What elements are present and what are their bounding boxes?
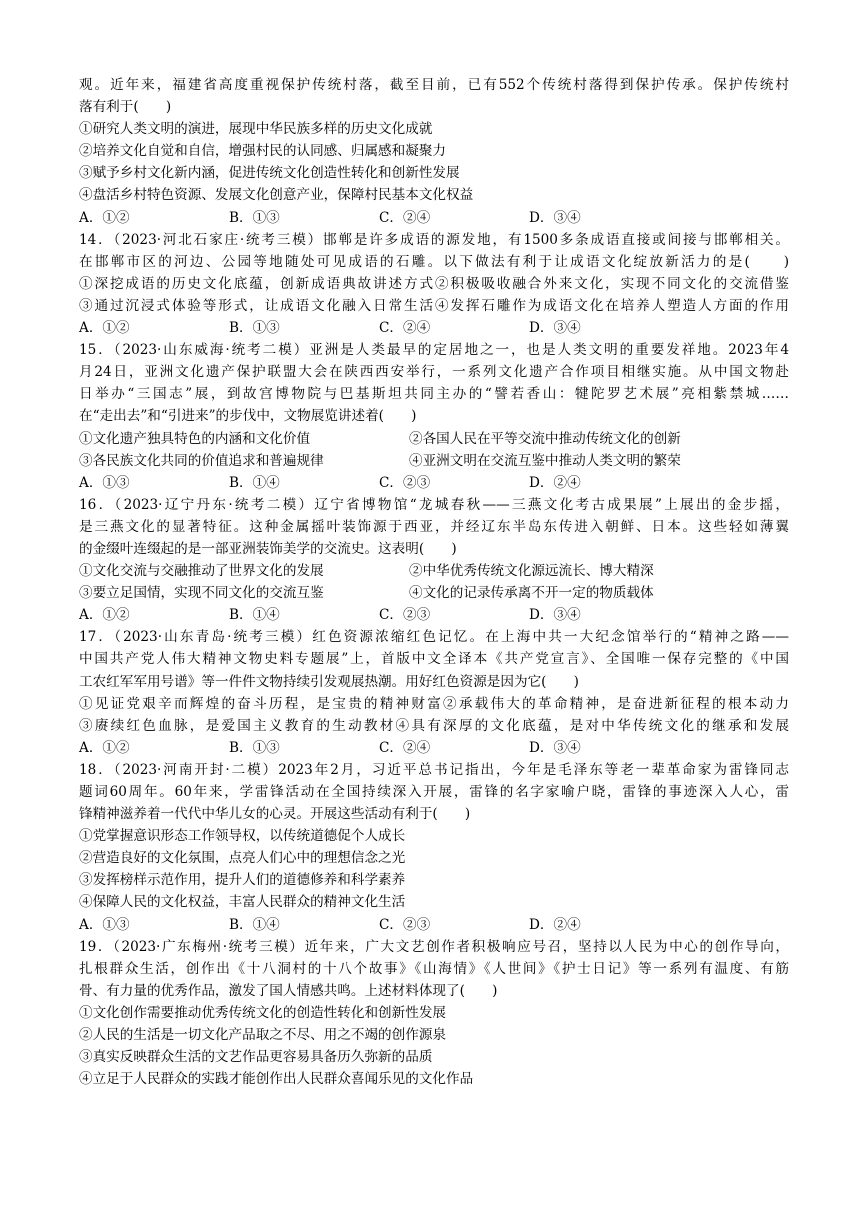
statement: ④文化的记录传承离不开一定的物质载体	[409, 585, 654, 602]
statement: ②营造良好的文化氛围，点亮人们心中的理想信念之光	[79, 850, 406, 867]
question-stem-line: 18．（2023·河南开封·二模）2023年2月，习近平总书记指出，今年是毛泽东等老一辈革命家为雷锋同志	[79, 761, 789, 778]
option-d: D．③④	[529, 607, 581, 624]
answer-options	[79, 207, 789, 229]
option-d: D．②④	[529, 916, 581, 933]
answer-options	[79, 604, 789, 626]
question-stem-line: 19．（2023·广东梅州·统考三模）近年来，广大文艺创作者积极响应号召，坚持以人民为中心的创作导向，	[79, 938, 789, 955]
statement: ③赋予乡村文化新内涵，促进传统文化创造性转化和创新性发展	[79, 165, 460, 182]
statement-row	[79, 582, 789, 604]
option-a: A．①③	[79, 916, 130, 933]
statement: ①深挖成语的历史文化底蕴，创新成语典故讲述方式②积极吸收融合外来文化，实现不同文化的交流借鉴	[79, 275, 789, 292]
question-15	[79, 339, 789, 494]
answer-options	[79, 472, 789, 494]
question-stem-line: 日举办“三国志”展，到故宫博物院与巴基斯坦共同主办的“譬若香山：犍陀罗艺术展”亮相紫禁城……	[79, 386, 789, 403]
question-stem-line: 中国共产党人伟大精神文物史料专题展”上，首版中文全译本《共产党宣言》、全国唯一保存完整的《中国	[79, 651, 789, 668]
statement: ③各民族文化共同的价值追求和普遍规律	[79, 452, 324, 469]
question-stem-line: 工农红军军用号谱》等一件件文物持续引发观展热潮。用好红色资源是因为它( )	[79, 673, 579, 690]
question-stem-line: 观。近年来，福建省高度重视保护传统村落，截至目前，已有552个传统村落得到保护传承。保护传统村	[79, 77, 789, 93]
option-a: A．①②	[79, 739, 130, 756]
option-b: B．①③	[229, 739, 280, 756]
option-b: B．①③	[229, 320, 280, 337]
statement-row	[79, 560, 789, 582]
statement: ③真实反映群众生活的文艺作品更容易具备历久弥新的品质	[79, 1049, 433, 1066]
option-c: C．②④	[379, 209, 431, 226]
question-16	[79, 494, 789, 627]
question-stem-line: 是三燕文化的显著特征。这种金属摇叶装饰源于西亚，并经辽东半岛东传进入朝鲜、日本。这些轻如薄翼	[79, 518, 789, 535]
option-a: A．①②	[79, 607, 130, 624]
option-d: D．③④	[529, 209, 581, 226]
question-stem-line: 的金缀叶连缀起的是一部亚洲装饰美学的交流史。这表明( )	[79, 540, 457, 557]
option-c: C．②④	[379, 739, 431, 756]
question-stem-line: 14．（2023·河北石家庄·统考三模）邯郸是许多成语的源发地，有1500多条成语直接或间接与邯郸相关。	[79, 231, 789, 248]
option-b: B．①④	[229, 916, 280, 933]
option-c: C．②④	[379, 320, 431, 337]
answer-options	[79, 317, 789, 339]
statement: ②中华优秀传统文化源远流长、博大精深	[409, 563, 654, 580]
statement: ①文化交流与交融推动了世界文化的发展	[79, 563, 324, 580]
statement-row	[79, 450, 789, 472]
statement: ③要立足国情，实现不同文化的交流互鉴	[79, 585, 324, 602]
question-stem-line: 月24日，亚洲文化遗产保护联盟大会在陕西西安举行，一系列文化遗产合作项目相继实施。从中国文物赴	[79, 364, 789, 381]
statement: ②人民的生活是一切文化产品取之不尽、用之不竭的创作源泉	[79, 1027, 447, 1044]
question-stem-line: 在邯郸市区的河边、公园等地随处可见成语的石雕。以下做法有利于让成语文化绽放新活力的是( )	[79, 253, 789, 270]
statement-row	[79, 428, 789, 450]
question-stem-line: 题词60周年。60年来，学雷锋活动在全国持续深入开展，雷锋的名字家喻户晓，雷锋的事迹深入人心，雷	[79, 784, 789, 800]
option-b: B．①③	[229, 209, 280, 226]
statement: ④亚洲文明在交流互鉴中推动人类文明的繁荣	[409, 452, 681, 469]
question-14	[79, 229, 789, 339]
statement: ②培养文化自觉和自信，增强村民的认同感、归属感和凝聚力	[79, 143, 447, 160]
option-a: A．①②	[79, 209, 130, 226]
statement: ①见证党艰辛而辉煌的奋斗历程，是宝贵的精神财富②承载伟大的革命精神，是奋进新征程的根本动力	[79, 695, 789, 712]
option-c: C．②③	[379, 474, 431, 491]
question-stem-line: 16．（2023·辽宁丹东·统考二模）辽宁省博物馆“龙城春秋——三燕文化考古成果展”上展出的金步摇，	[79, 496, 789, 513]
statement: ④保障人民的文化权益，丰富人民群众的精神文化生活	[79, 894, 406, 911]
question-stem-line: 在“走出去”和“引进来”的步伐中，文物展览讲述着( )	[79, 408, 417, 425]
statement: ④盘活乡村特色资源、发展文化创意产业，保障村民基本文化权益	[79, 187, 474, 204]
question-stem-line: 15．（2023·山东威海·统考二模）亚洲是人类最早的定居地之一，也是人类文明的重要发祥地。2023年4	[79, 342, 789, 359]
statement: ③赓续红色血脉，是爱国主义教育的生动教材④具有深厚的文化底蕴，是对中华传统文化的继承和发展	[79, 717, 789, 734]
option-c: C．②③	[379, 607, 431, 624]
option-b: B．①④	[229, 474, 280, 491]
option-a: A．①③	[79, 474, 130, 491]
question-19	[79, 936, 789, 1091]
option-d: D．③④	[529, 739, 581, 756]
option-d: D．②④	[529, 474, 581, 491]
statement: ②各国人民在平等交流中推动传统文化的创新	[409, 430, 681, 447]
exam-page	[79, 74, 789, 1090]
statement: ①文化遗产独具特色的内涵和文化价值	[79, 430, 311, 447]
question-stem-line: 17．（2023·山东青岛·统考三模）红色资源浓缩红色记忆。在上海中共一大纪念馆举行的“精神之路——	[79, 629, 789, 646]
answer-options	[79, 737, 789, 759]
option-d: D．③④	[529, 320, 581, 337]
statement: ③通过沉浸式体验等形式，让成语文化融入日常生活④发挥石雕作为成语文化在培养人塑造人方面的作用	[79, 297, 789, 314]
option-c: C．②③	[379, 916, 431, 933]
option-a: A．①②	[79, 320, 130, 337]
option-b: B．①④	[229, 607, 280, 624]
question-stem-line: 锋精神滋养着一代代中华儿女的心灵。开展这些活动有利于( )	[79, 806, 471, 823]
question-17	[79, 626, 789, 759]
answer-options	[79, 914, 789, 936]
question-stem-line: 扎根群众生活，创作出《十八洞村的十八个故事》《山海情》《人世间》《护士日记》等一系列有温度、有筋	[79, 960, 789, 977]
question-stem-line: 骨、有力量的优秀作品，激发了国人情感共鸣。上述材料体现了( )	[79, 982, 498, 999]
question-stem-line: 落有利于( )	[79, 99, 172, 116]
question-18	[79, 759, 789, 936]
question-13	[79, 74, 789, 229]
statement: ①党掌握意识形态工作领导权，以传统道德促个人成长	[79, 828, 406, 845]
statement: ③发挥榜样示范作用，提升人们的道德修养和科学素养	[79, 872, 406, 889]
statement: ①文化创作需要推动优秀传统文化的创造性转化和创新性发展	[79, 1004, 447, 1021]
statement: ④立足于人民群众的实践才能创作出人民群众喜闻乐见的文化作品	[79, 1071, 474, 1088]
statement: ①研究人类文明的演进，展现中华民族多样的历史文化成就	[79, 121, 433, 138]
